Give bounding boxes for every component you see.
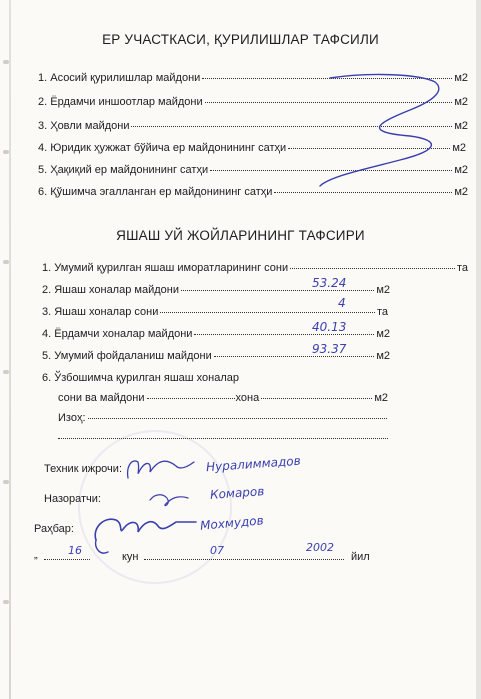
s2-row-2-label: 2. Яшаш хоналар майдони [42, 284, 179, 296]
s1-row-3-unit: м2 [454, 120, 468, 132]
s1-row-5-label: 5. Ҳақиқий ер майдонининг сатҳи [38, 164, 209, 176]
s2-row-4-unit: м2 [376, 328, 390, 340]
s2-row-6-sub-label: сони ва майдони [58, 392, 145, 404]
s1-row-5-unit: м2 [454, 164, 468, 176]
section1-title: ЕР УЧАСТКАСИ, ҚУРИЛИШЛАР ТАФСИЛИ [102, 32, 379, 47]
s1-row-3-label: 3. Ҳовли майдони [38, 120, 130, 132]
s2-row-1-unit: та [456, 262, 468, 274]
controller-name: Комаров [209, 484, 265, 502]
s1-row-1-unit: м2 [454, 72, 468, 84]
s2-row-5-label: 5. Умумий фойдаланиш майдони [42, 350, 212, 362]
date-day-word: кун [122, 551, 139, 563]
s1-row-6-unit: м2 [454, 186, 468, 198]
s2-row-3-label: 3. Яшаш хоналар сони [42, 306, 159, 318]
controller-label: Назоратчи: [44, 493, 101, 505]
date-month: 07 [210, 544, 224, 557]
s2-row-6-label: 6. Ўзбошимча қурилган яшаш хоналар [42, 372, 240, 384]
value-common-area: 93.37 [312, 342, 347, 356]
s2-row-3-unit: та [376, 306, 388, 318]
technician-name: Нуралиммадов [205, 453, 302, 475]
s2-row-4-label: 4. Ёрдамчи хоналар майдони [42, 328, 193, 340]
head-name: Мохмудов [199, 513, 265, 533]
date-year: 2002 [306, 541, 334, 554]
s2-row-2-unit: м2 [376, 284, 390, 296]
note-label: Изоҳ: [58, 412, 86, 424]
s1-row-6-label: 6. Қўшимча эгалланган ер майдонининг сатҳи [38, 186, 273, 198]
s2-row-6-room-word: хона [235, 392, 260, 404]
date-quote-mark: „ [34, 549, 38, 561]
value-aux-area: 40.13 [312, 320, 347, 334]
s1-row-2-unit: м2 [454, 96, 468, 108]
s1-row-1-label: 1. Асосий қурилишлар майдони [38, 72, 201, 84]
s2-row-6-unit: м2 [374, 392, 388, 404]
s2-row-1-label: 1. Умумий қурилган яшаш иморатларининг сони [42, 262, 289, 274]
technician-label: Техник ижрочи: [44, 463, 122, 475]
head-signature [95, 519, 196, 540]
s1-row-4-label: 4. Юридик ҳужжат бўйича ер майдонининг сатҳи [38, 142, 287, 154]
head-label: Раҳбар: [34, 523, 74, 535]
controller-signature [150, 495, 188, 506]
s1-row-4-unit: м2 [452, 142, 466, 154]
value-living-rooms: 4 [338, 296, 346, 310]
s1-row-2-label: 2. Ёрдамчи иншоотлар майдони [38, 96, 203, 108]
technician-signature [128, 461, 194, 478]
head-signature-tail [96, 540, 108, 553]
section2-title: ЯШАШ УЙ ЖОЙЛАРИНИНГ ТАФСИРИ [116, 228, 365, 243]
date-day: 16 [68, 544, 82, 557]
s2-row-5-unit: м2 [376, 350, 390, 362]
value-living-area: 53.24 [312, 276, 347, 290]
cross-out-scribble [320, 75, 439, 186]
date-year-word: йил [351, 551, 370, 563]
